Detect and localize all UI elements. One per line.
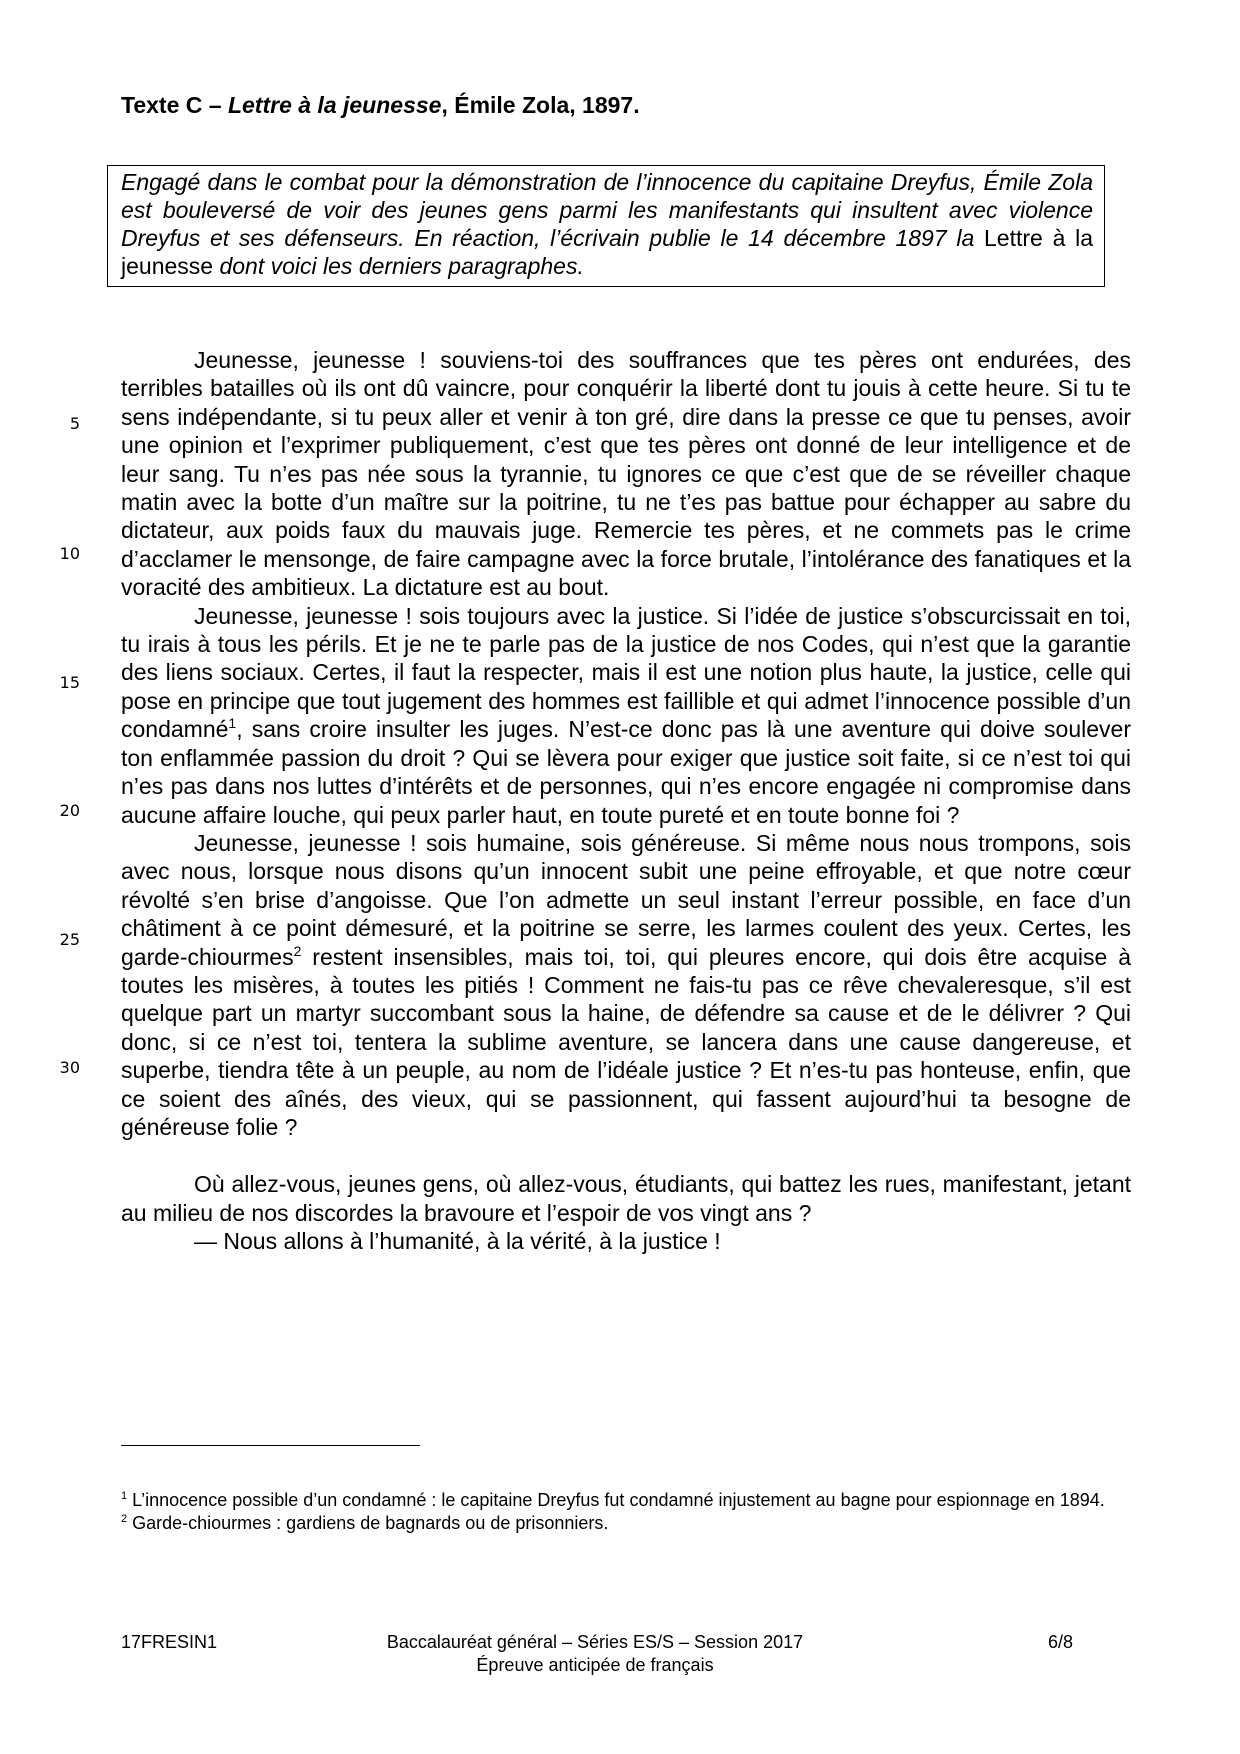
paragraph-2 bbox=[121, 602, 1131, 829]
main-text bbox=[121, 346, 1131, 1256]
line-number: 25 bbox=[59, 930, 80, 949]
title-work: Lettre à la jeunesse bbox=[227, 92, 442, 118]
footnote-1 bbox=[121, 1489, 1131, 1512]
title-prefix: Texte C – bbox=[121, 92, 228, 118]
footer-exam-line-2: Épreuve anticipée de français bbox=[476, 1655, 714, 1675]
footnote-mark: 1 bbox=[121, 1490, 128, 1502]
intro-part1: Engagé dans le combat pour la démonstration de l’innocence du capitaine Dreyfus, Émile Zola est bouleversé de voir des jeunes gens parmi les manifestants qui insultent avec violence Dreyfus et ses défenseurs. En réaction, l’écrivain publie le 14 décembre 1897 la bbox=[121, 169, 1093, 251]
paragraph-3-part1: Jeunesse, jeunesse ! sois humaine, sois généreuse. Si même nous nous trompons, sois avec nous, lorsque nous disons qu’un innocent subit une peine effroyable, et que notre cœur révolté s’en brise d’angoisse. Que l’on admette un seul instant l’erreur possible, en face d’un châtiment à ce point démesuré, et la poitrine se serre, les larmes coulent des yeux. Certes, les garde-chiourmes bbox=[121, 829, 1131, 970]
line-number: 10 bbox=[59, 544, 80, 563]
intro-work: Lettre à la jeunesse bbox=[121, 225, 1093, 279]
intro-box bbox=[107, 165, 1105, 287]
line-numbers bbox=[0, 0, 90, 1754]
paragraph-5: — Nous allons à l’humanité, à la vérité, à la justice ! bbox=[194, 1228, 721, 1255]
footer-code: 17FRESIN1 bbox=[121, 1632, 218, 1652]
line-number: 20 bbox=[59, 801, 80, 820]
intro-text bbox=[121, 168, 1093, 280]
footnote-ref-2: 2 bbox=[293, 942, 302, 959]
title-suffix: , Émile Zola, 1897. bbox=[441, 92, 640, 118]
paragraph-1: Jeunesse, jeunesse ! souviens-toi des souffrances que tes pères ont endurées, des terribles batailles où ils ont dû vaincre, pour conquérir la liberté dont tu jouis à cette heure. Si tu te sens indépendante, si tu peux aller et venir à ton gré, dire dans la presse ce que tu penses, avoir une opinion et l’exprimer publiquement, c’est que tes pères ont donné de leur intelligence et de leur sang. Tu n’es pas née sous la tyrannie, tu ignores ce que c’est que de se réveiller chaque matin avec la botte d’un maître sur la poitrine, tu ne t’es pas battue pour échapper au sabre du dictateur, aux poids faux du mauvais juge. Remercie tes pères, et ne commets pas le crime d’acclamer le mensonge, de faire campagne avec la force brutale, l’intolérance des fanatiques et la voracité des ambitieux. La dictature est au bout. bbox=[121, 347, 1131, 601]
footer-exam-line-1: Baccalauréat général – Séries ES/S – Session 2017 bbox=[386, 1632, 804, 1652]
paragraph-3-part2: restent insensibles, mais toi, toi, qui pleures encore, qui dois être acquise à toutes les misères, à toutes les pitiés ! Comment ne fais-tu pas ce rêve chevaleresque, s’il est quelque part un martyr succombant sous la haine, de défendre sa cause et de le délivrer ? Qui donc, si ce n’est toi, tentera la sublime aventure, se lancera dans une cause dangereuse, et superbe, tiendra tête à un peuple, au nom de l’idéale justice ? Et n’es-tu pas honteuse, enfin, que ce soient des aînés, des vieux, qui se passionnent, qui fassent aujourd’hui ta besogne de généreuse folie ? bbox=[121, 943, 1131, 1140]
footnote-ref-1: 1 bbox=[228, 715, 237, 732]
line-number: 5 bbox=[69, 414, 80, 433]
footnote-2 bbox=[121, 1512, 1131, 1535]
document-title bbox=[121, 90, 1131, 120]
line-number: 15 bbox=[59, 673, 80, 692]
paragraph-2-part2: , sans croire insulter les juges. N’est-ce donc pas là une aventure qui doive soulever ton enflammée passion du droit ? Qui se lèvera pour exiger que justice soit faite, si ce n’est toi qui n’es pas dans nos luttes d’intérêts et de personnes, qui n’es encore engagée ni compromise dans aucune affaire louche, qui peux parler haut, en toute pureté et en toute bonne foi ? bbox=[121, 716, 1131, 828]
footnotes bbox=[121, 1489, 1131, 1535]
footnote-text: Garde-chiourmes : gardiens de bagnards ou de prisonniers. bbox=[127, 1513, 609, 1533]
page-number: 6/8 bbox=[1047, 1632, 1073, 1652]
paragraph-4: Où allez-vous, jeunes gens, où allez-vous, étudiants, qui battez les rues, manifestant, jetant au milieu de nos discordes la bravoure et l’espoir de vos vingt ans ? bbox=[121, 1171, 1131, 1226]
intro-part2: dont voici les derniers paragraphes. bbox=[213, 253, 584, 279]
paragraph-3 bbox=[121, 829, 1131, 1141]
line-number: 30 bbox=[59, 1058, 80, 1077]
footnote-mark: 2 bbox=[121, 1513, 128, 1525]
footnote-separator bbox=[121, 1445, 420, 1446]
paragraph-2-part1: Jeunesse, jeunesse ! sois toujours avec la justice. Si l’idée de justice s’obscurcissait en toi, tu irais à tous les périls. Et je ne te parle pas de la justice de nos Codes, qui n’est que la garantie des liens sociaux. Certes, il faut la respecter, mais il est une notion plus haute, la justice, celle qui pose en principe que tout jugement des hommes est faillible et qui admet l’innocence possible d’un condamné bbox=[121, 602, 1131, 743]
footer-exam-info bbox=[330, 1631, 860, 1677]
footnote-text: L’innocence possible d’un condamné : le capitaine Dreyfus fut condamné injustement au bagne pour espionnage en 1894. bbox=[127, 1490, 1105, 1510]
